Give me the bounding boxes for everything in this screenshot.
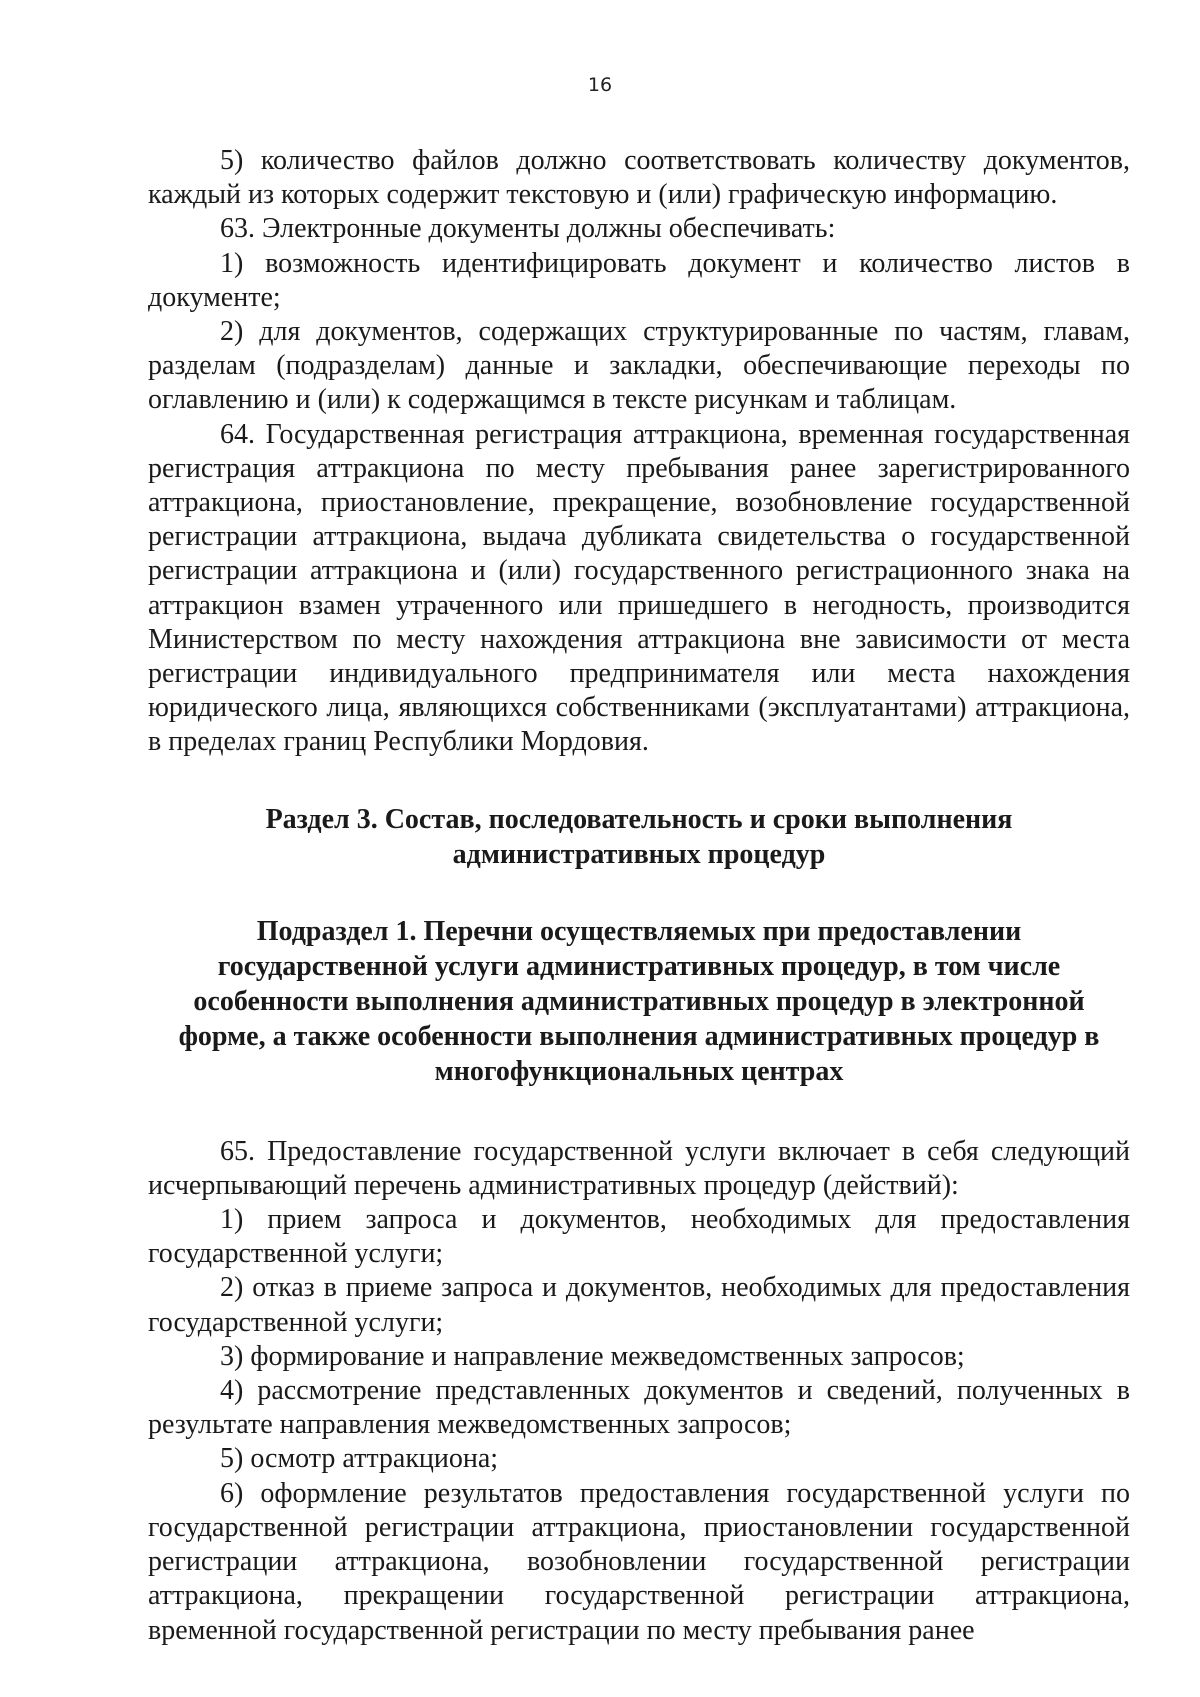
- paragraph-65-item-3: 3) формирование и направление межведомственных запросов;: [220, 1340, 965, 1372]
- section-heading-line: административных процедур: [452, 838, 826, 870]
- paragraph-64: 64. Государственная регистрация аттракциона, временная государственная регистрация аттракциона по месту пребывания ранее зарегистрированного аттракциона, приостановление, прекращение, возобновление государственной регистрации аттракциона, выдача дубликата свидетельства о государственной регистрации аттракциона и (или) государственного регистрационного знака на аттракцион взамен утраченного или пришедшего в негодность, производится Министерством по месту нахождения аттракциона вне зависимости от места регистрации индивидуального предпринимателя или места нахождения юридического лица, являющихся собственниками (эксплуатантами) аттракциона, в пределах границ Республики Мордовия.: [148, 418, 1130, 758]
- paragraph-65-item-2: 2) отказ в приеме запроса и документов, необходимых для предоставления государственной услуги;: [148, 1272, 1130, 1338]
- paragraph-65-item-1: 1) прием запроса и документов, необходимых для предоставления государственной услуги;: [148, 1204, 1130, 1270]
- paragraph-65-item-5: 5) осмотр аттракциона;: [220, 1443, 499, 1475]
- subsection-heading: [148, 914, 1130, 1089]
- paragraph-63-item-1: 1) возможность идентифицировать документ и количество листов в документе;: [148, 247, 1130, 313]
- spacer: [148, 1089, 1130, 1135]
- section-heading-line: Раздел 3. Состав, последовательность и сроки выполнения: [265, 803, 1013, 835]
- paragraph-item-5: 5) количество файлов должно соответствовать количеству документов, каждый из которых содержит текстовую и (или) графическую информацию.: [148, 145, 1130, 211]
- subsection-heading-line: многофункциональных центрах: [434, 1055, 844, 1087]
- paragraph-65-item-4: 4) рассмотрение представленных документов и сведений, полученных в результате направления межведомственных запросов;: [148, 1375, 1130, 1441]
- paragraph-65: 65. Предоставление государственной услуги включает в себя следующий исчерпывающий перечень административных процедур (действий):: [148, 1135, 1130, 1201]
- paragraph-63: 63. Электронные документы должны обеспечивать:: [220, 213, 836, 245]
- spacer: [148, 760, 1130, 802]
- subsection-heading-line: особенности выполнения административных процедур в электронной: [193, 985, 1085, 1017]
- paragraph-65-item-6: 6) оформление результатов предоставления государственной услуги по государственной регистрации аттракциона, приостановлении государственной регистрации аттракциона, возобновлении государственной регистрации аттракциона, прекращении государственной регистрации аттракциона, временной государственной регистрации по месту пребывания ранее: [148, 1477, 1130, 1646]
- paragraph-63-item-2: 2) для документов, содержащих структурированные по частям, главам, разделам (подразделам) данные и закладки, обеспечивающие переходы по оглавлению и (или) к содержащимся в тексте рисункам и таблицам.: [148, 316, 1130, 416]
- document-body: [148, 144, 1130, 1648]
- subsection-heading-line: Подраздел 1. Перечни осуществляемых при предоставлении: [256, 915, 1022, 947]
- spacer: [148, 872, 1130, 914]
- subsection-heading-line: государственной услуги административных процедур, в том числе: [217, 950, 1061, 982]
- section-heading: [148, 802, 1130, 872]
- page-number: 16: [587, 74, 613, 96]
- subsection-heading-line: форме, а также особенности выполнения административных процедур в: [178, 1020, 1100, 1052]
